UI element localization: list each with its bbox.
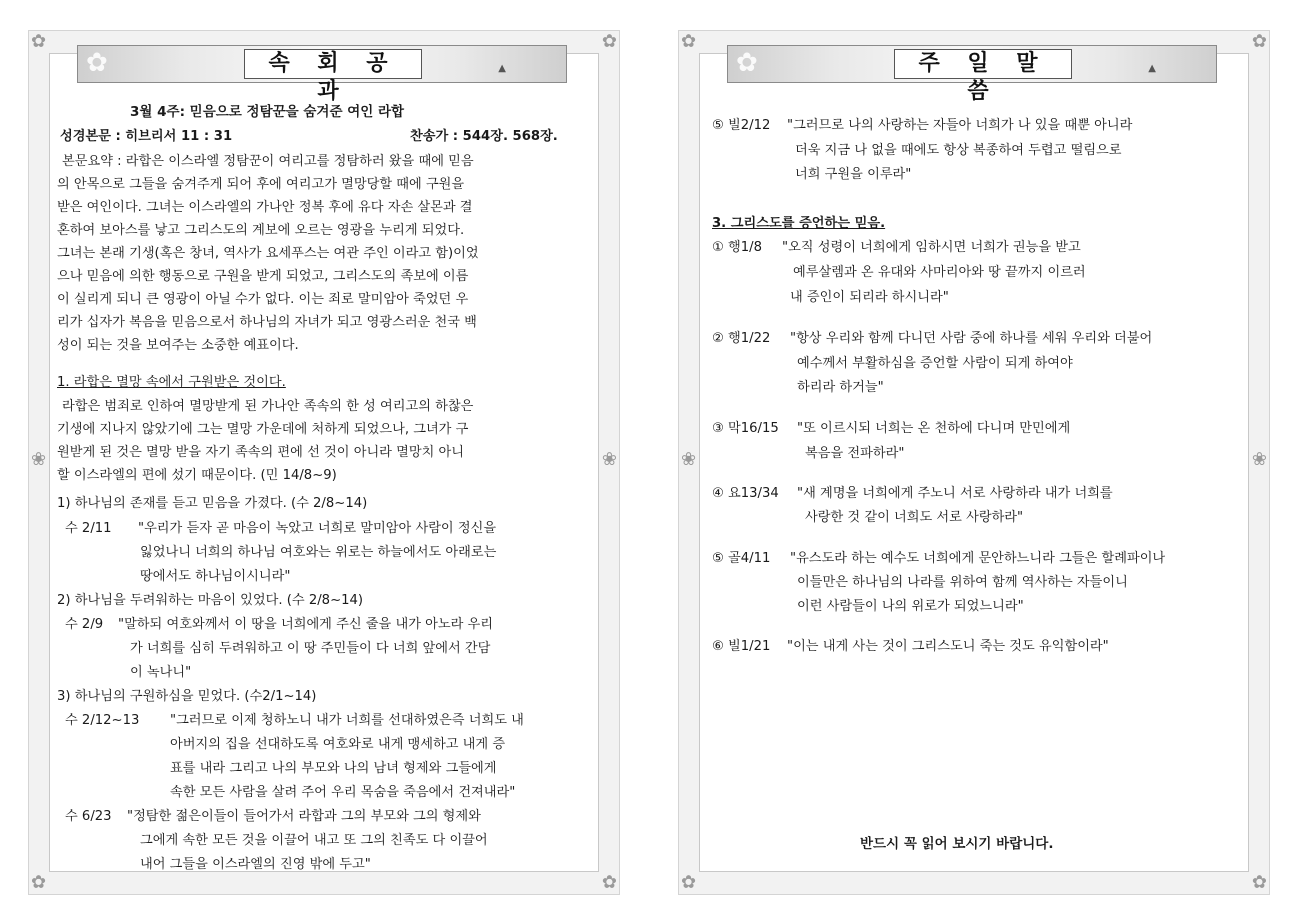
summary-line: 혼하여 보아스를 낳고 그리스도의 계보에 오르는 영광을 누리게 되었다. xyxy=(57,223,465,238)
flower-decoration-icon: ✿ xyxy=(736,48,758,78)
summary-line: 성이 되는 것을 보여주는 소중한 예표이다. xyxy=(57,338,299,353)
verse-line: 예루살렘과 온 유대와 사마리아와 땅 끝까지 이르러 xyxy=(793,265,1086,280)
verse-line: 내어 그들을 이스라엘의 진영 밖에 두고" xyxy=(140,857,371,872)
verse-line: 사랑한 것 같이 너희도 서로 사랑하라" xyxy=(805,510,1024,525)
section-heading: 3. 그리스도를 증언하는 믿음. xyxy=(712,216,886,231)
flower-ornament-icon: ✿ xyxy=(31,31,47,52)
banner-title: 주 일 말 씀 xyxy=(894,49,1072,79)
flower-ornament-icon: ✿ xyxy=(681,872,697,893)
dot-decoration-icon: ▲ xyxy=(1148,63,1156,74)
section-heading: 1. 라합은 멸망 속에서 구원받은 것이다. xyxy=(57,375,286,390)
verse-reference: ④ 요13/34 xyxy=(712,486,779,501)
section-body-line: 라합은 범죄로 인하여 멸망받게 된 가나안 족속의 한 성 여리고의 하찮은 xyxy=(62,399,474,414)
point-heading: 2) 하나님을 두려워하는 마음이 있었다. (수 2/8~14) xyxy=(57,593,364,608)
verse-reference: ⑤ 골4/11 xyxy=(712,551,771,566)
verse-line: 이 녹나니" xyxy=(130,665,192,680)
summary-line: 의 안목으로 그들을 숨겨주게 되어 후에 여리고가 멸망당할 때에 구원을 xyxy=(57,177,465,192)
verse-line: "항상 우리와 함께 다니던 사람 중에 하나를 세워 우리와 더불어 xyxy=(790,331,1153,346)
scripture-reference: 성경본문 : 히브리서 11 : 31 xyxy=(60,129,233,144)
verse-line: "말하되 여호와께서 이 땅을 너희에게 주신 줄을 내가 아노라 우리 xyxy=(118,617,494,632)
flower-ornament-icon: ✿ xyxy=(681,31,697,52)
flower-ornament-icon: ❀ xyxy=(681,449,697,470)
lesson-title: 3월 4주: 믿음으로 정탐꾼을 숨겨준 여인 라합 xyxy=(130,104,405,120)
summary-line: 이 실리게 되니 큰 영광이 아닐 수가 없다. 이는 죄로 말미암아 죽었던 우 xyxy=(57,292,469,307)
verse-reference: ⑥ 빌1/21 xyxy=(712,639,771,654)
verse-line: 속한 모든 사람을 살려 주어 우리 목숨을 죽음에서 건져내라" xyxy=(170,785,516,800)
verse-line: 내 증인이 되리라 하시니라" xyxy=(790,290,949,305)
verse-line: "정탐한 젊은이들이 들어가서 라합과 그의 부모와 그의 형제와 xyxy=(127,809,481,824)
point-heading: 3) 하나님의 구원하심을 믿었다. (수2/1~14) xyxy=(57,689,317,704)
flower-ornament-icon: ✿ xyxy=(601,31,617,52)
flower-ornament-icon: ❀ xyxy=(31,449,47,470)
verse-line: "우리가 듣자 곧 마음이 녹았고 너희로 말미암아 사람이 정신을 xyxy=(138,521,497,536)
verse-line: 그에게 속한 모든 것을 이끌어 내고 또 그의 친족도 다 이끌어 xyxy=(140,833,488,848)
verse-line: 아버지의 집을 선대하도록 여호와로 내게 맹세하고 내게 증 xyxy=(170,737,506,752)
verse-reference: ② 행1/22 xyxy=(712,331,771,346)
verse-line: "새 계명을 너희에게 주노니 서로 사랑하라 내가 너희를 xyxy=(797,486,1113,501)
verse-line: "유스도라 하는 예수도 너희에게 문안하느니라 그들은 할례파이나 xyxy=(790,551,1166,566)
verse-line: 복음을 전파하라" xyxy=(805,446,905,461)
verse-line: 하리라 하거늘" xyxy=(797,380,884,395)
hymn-numbers: 찬송가 : 544장. 568장. xyxy=(410,129,558,144)
footer-note: 반드시 꼭 읽어 보시기 바랍니다. xyxy=(860,836,1054,852)
flower-ornament-icon: ❀ xyxy=(1251,449,1267,470)
verse-line: 더욱 지금 나 없을 때에도 항상 복종하여 두렵고 떨림으로 xyxy=(795,143,1122,158)
flower-decoration-icon: ✿ xyxy=(86,48,108,78)
banner-title: 속 회 공 과 xyxy=(244,49,422,79)
flower-ornament-icon: ❀ xyxy=(601,449,617,470)
right-page xyxy=(678,30,1270,895)
verse-reference: ③ 막16/15 xyxy=(712,421,779,436)
verse-line: 땅에서도 하나님이시니라" xyxy=(140,569,291,584)
verse-line: 이들만은 하나님의 나라를 위하여 함께 역사하는 자들이니 xyxy=(797,575,1128,590)
flower-ornament-icon: ✿ xyxy=(1251,872,1267,893)
point-heading: 1) 하나님의 존재를 듣고 믿음을 가졌다. (수 2/8~14) xyxy=(57,496,368,511)
flower-ornament-icon: ✿ xyxy=(1251,31,1267,52)
verse-line: "그러므로 나의 사랑하는 자들아 너희가 나 있을 때뿐 아니라 xyxy=(787,118,1133,133)
flower-ornament-icon: ✿ xyxy=(31,872,47,893)
verse-line: "그러므로 이제 청하노니 내가 너희를 선대하였은즉 너희도 내 xyxy=(170,713,524,728)
title-banner xyxy=(727,45,1217,104)
flower-ornament-icon: ✿ xyxy=(601,872,617,893)
verse-line: 너희 구원을 이루라" xyxy=(795,167,912,182)
verse-reference: 수 2/9 xyxy=(65,617,104,632)
section-body-line: 원받게 된 것은 멸망 받을 자기 족속의 편에 선 것이 아니라 멸망치 아니 xyxy=(57,445,464,460)
verse-reference: 수 2/11 xyxy=(65,521,112,536)
verse-reference: 수 6/23 xyxy=(65,809,112,824)
verse-reference: ① 행1/8 xyxy=(712,240,762,255)
verse-line: 표를 내라 그리고 나의 부모와 나의 남녀 형제와 그들에게 xyxy=(170,761,497,776)
verse-line: "또 이르시되 너희는 온 천하에 다니며 만민에게 xyxy=(797,421,1071,436)
section-body-line: 할 이스라엘의 편에 섰기 때문이다. (민 14/8~9) xyxy=(57,468,337,483)
summary-line: 본문요약 : 라합은 이스라엘 정탐꾼이 여리고를 정탐하러 왔을 때에 믿음 xyxy=(62,154,474,169)
summary-line: 받은 여인이다. 그녀는 이스라엘의 가나안 정복 후에 유다 자손 살몬과 결 xyxy=(57,200,473,215)
title-banner xyxy=(77,45,567,104)
verse-line: 예수께서 부활하심을 증언할 사람이 되게 하여야 xyxy=(797,356,1073,371)
dot-decoration-icon: ▲ xyxy=(498,63,506,74)
verse-line: "이는 내게 사는 것이 그리스도니 죽는 것도 유익함이라" xyxy=(787,639,1109,654)
summary-line: 그녀는 본래 기생(혹은 창녀, 역사가 요세푸스는 여관 주인 이라고 함)이었 xyxy=(57,246,479,261)
verse-reference: 수 2/12~13 xyxy=(65,713,140,728)
verse-line: 가 너희를 심히 두려워하고 이 땅 주민들이 다 너희 앞에서 간담 xyxy=(130,641,491,656)
right-page-content-area xyxy=(699,53,1249,872)
verse-reference: ⑤ 빌2/12 xyxy=(712,118,771,133)
verse-line: 잃었나니 너희의 하나님 여호와는 위로는 하늘에서도 아래로는 xyxy=(140,545,497,560)
summary-line: 리가 십자가 복음을 믿음으로서 하나님의 자녀가 되고 영광스러운 천국 백 xyxy=(57,315,477,330)
summary-line: 으나 믿음에 의한 행동으로 구원을 받게 되었고, 그리스도의 족보에 이름 xyxy=(57,269,469,284)
verse-line: 이런 사람들이 나의 위로가 되었느니라" xyxy=(797,599,1024,614)
verse-line: "오직 성령이 너희에게 임하시면 너희가 권능을 받고 xyxy=(782,240,1081,255)
section-body-line: 기생에 지나지 않았기에 그는 멸망 가운데에 처하게 되었으나, 그녀가 구 xyxy=(57,422,469,437)
